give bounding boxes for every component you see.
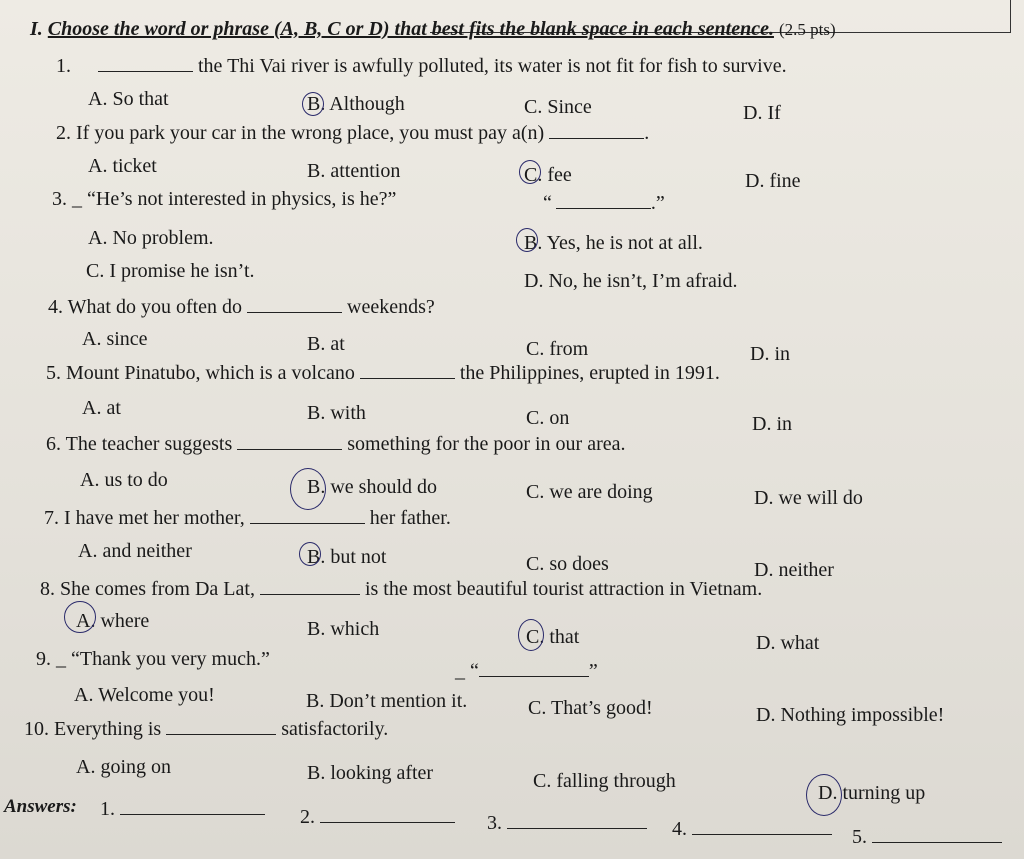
question-4 <box>48 296 435 319</box>
question-number: 5. <box>46 362 61 384</box>
question-number: 6. <box>46 433 61 455</box>
question-text-end: weekends? <box>347 296 435 318</box>
option-a: A. at <box>82 397 121 419</box>
question-text-end: is the most beautiful tourist attraction in Vietnam. <box>364 578 763 600</box>
option-d: D. fine <box>745 170 801 192</box>
option-a: A. Welcome you! <box>74 684 215 706</box>
option-a: A. since <box>82 328 148 350</box>
answer-blank <box>98 57 193 72</box>
answer-slot-5[interactable] <box>852 826 1002 849</box>
question-text: The teacher suggests <box>65 433 233 455</box>
answer-blank <box>247 298 342 313</box>
question-text-end: the Philippines, erupted in 1991. <box>459 362 720 384</box>
section-heading <box>30 18 836 41</box>
question-text: Everything is <box>54 718 162 740</box>
section-title: Choose the word or phrase (A, B, C or D) that best fits the blank space in each sentence. <box>47 18 774 40</box>
question-text-end: something for the poor in our area. <box>347 433 626 455</box>
option-b: B. with <box>307 402 366 424</box>
question-text-end: ” <box>655 192 665 214</box>
question-number: 7. <box>44 507 59 529</box>
question-text-end: satisfactorily. <box>281 718 389 740</box>
question-7 <box>44 507 451 530</box>
option-a: A. us to do <box>80 469 168 491</box>
option-a: A. No problem. <box>88 227 214 249</box>
option-b: B. Although <box>307 93 405 115</box>
question-3 <box>52 188 396 211</box>
option-c: C. that <box>526 626 580 648</box>
question-5 <box>46 362 720 385</box>
answer-blank <box>237 435 342 450</box>
question-text: the Thi Vai river is awfully polluted, its water is not fit for fish to survive. <box>198 55 787 77</box>
option-c: C. on <box>526 407 570 429</box>
circle-mark <box>64 601 96 633</box>
question-number: 2. <box>56 122 71 144</box>
option-b: B. looking after <box>307 762 434 784</box>
section-number: I. <box>30 18 43 40</box>
option-c: C. Since <box>524 96 592 118</box>
circle-mark <box>290 468 326 510</box>
answer-blank <box>250 509 365 524</box>
circle-mark <box>806 774 842 816</box>
question-number: 9. <box>36 648 51 670</box>
question-text: I have met her mother, <box>64 507 245 529</box>
answer-slot-line <box>507 814 647 829</box>
circle-mark <box>299 542 321 566</box>
question-text-end: . <box>644 122 650 144</box>
answer-slot-4[interactable] <box>672 818 832 841</box>
answer-blank <box>479 662 589 677</box>
option-d: D. turning up <box>818 782 926 804</box>
answer-slot-line <box>692 820 832 835</box>
question-9 <box>36 648 270 671</box>
question-text: Mount Pinatubo, which is a volcano <box>66 362 355 384</box>
option-d: D. in <box>750 343 790 365</box>
question-text-end: her father. <box>369 507 451 529</box>
question-number: 1. <box>56 55 71 77</box>
option-d: D. Nothing impossible! <box>756 704 945 726</box>
answer-blank <box>260 580 360 595</box>
answer-blank <box>549 124 644 139</box>
circle-mark <box>518 619 544 651</box>
question-number: 3. <box>52 188 67 210</box>
option-c: C. so does <box>526 553 609 575</box>
option-a: A. where <box>76 610 150 632</box>
answer-slot-1[interactable] <box>100 798 265 821</box>
question-3-response: “ .” <box>543 192 665 214</box>
question-text: If you park your car in the wrong place, you must pay a(n) <box>76 122 545 144</box>
answer-slot-number: 4. <box>672 818 687 840</box>
option-c: C. I promise he isn’t. <box>86 260 255 282</box>
option-a: A. going on <box>76 756 171 778</box>
question-8 <box>40 578 762 601</box>
answer-slot-line <box>320 808 455 823</box>
question-9-response: _ “ ” <box>455 660 598 682</box>
option-b: B. but not <box>307 546 387 568</box>
option-d: D. If <box>743 102 781 124</box>
question-number: 4. <box>48 296 63 318</box>
option-d: D. we will do <box>754 487 863 509</box>
answers-label: Answers: <box>4 796 77 817</box>
answer-slot-number: 5. <box>852 826 867 848</box>
question-1 <box>56 55 787 78</box>
answer-slot-number: 2. <box>300 806 315 828</box>
circle-mark <box>302 92 324 116</box>
question-2 <box>56 122 649 145</box>
option-a: A. ticket <box>88 155 157 177</box>
option-d: D. neither <box>754 559 834 581</box>
question-number: 10. <box>24 718 49 740</box>
question-text-end: ” <box>588 660 598 682</box>
option-a: A. and neither <box>78 540 192 562</box>
option-c: C. falling through <box>533 770 676 792</box>
option-d: D. what <box>756 632 820 654</box>
answer-slot-2[interactable] <box>300 806 455 829</box>
answer-slot-3[interactable] <box>487 812 647 835</box>
answer-slot-line <box>120 800 265 815</box>
option-a: A. So that <box>88 88 169 110</box>
question-text: _ “He’s not interested in physics, is he?” <box>72 188 397 210</box>
option-b: B. Yes, he is not at all. <box>524 232 703 254</box>
question-10 <box>24 718 388 741</box>
section-points: (2.5 pts) <box>778 20 836 39</box>
question-number: 8. <box>40 578 55 600</box>
option-c: C. from <box>526 338 589 360</box>
option-d: D. No, he isn’t, I’m afraid. <box>524 270 738 292</box>
answer-blank <box>360 364 455 379</box>
option-b: B. which <box>307 618 380 640</box>
option-c: C. we are doing <box>526 481 653 503</box>
option-b: B. Don’t mention it. <box>306 690 468 712</box>
answer-slot-number: 3. <box>487 812 502 834</box>
option-b: B. we should do <box>307 476 437 498</box>
option-b: B. at <box>307 333 345 355</box>
circle-mark <box>519 160 541 184</box>
question-6 <box>46 433 626 456</box>
option-d: D. in <box>752 413 792 435</box>
answer-blank <box>166 720 276 735</box>
question-text: She comes from Da Lat, <box>60 578 255 600</box>
question-text: _ “Thank you very much.” <box>56 648 270 670</box>
answer-slot-number: 1. <box>100 798 115 820</box>
option-c: C. fee <box>524 164 572 186</box>
answer-blank <box>556 194 651 209</box>
answer-slot-line <box>872 828 1002 843</box>
circle-mark <box>516 228 538 252</box>
question-text: What do you often do <box>67 296 243 318</box>
option-b: B. attention <box>307 160 401 182</box>
option-c: C. That’s good! <box>528 697 653 719</box>
